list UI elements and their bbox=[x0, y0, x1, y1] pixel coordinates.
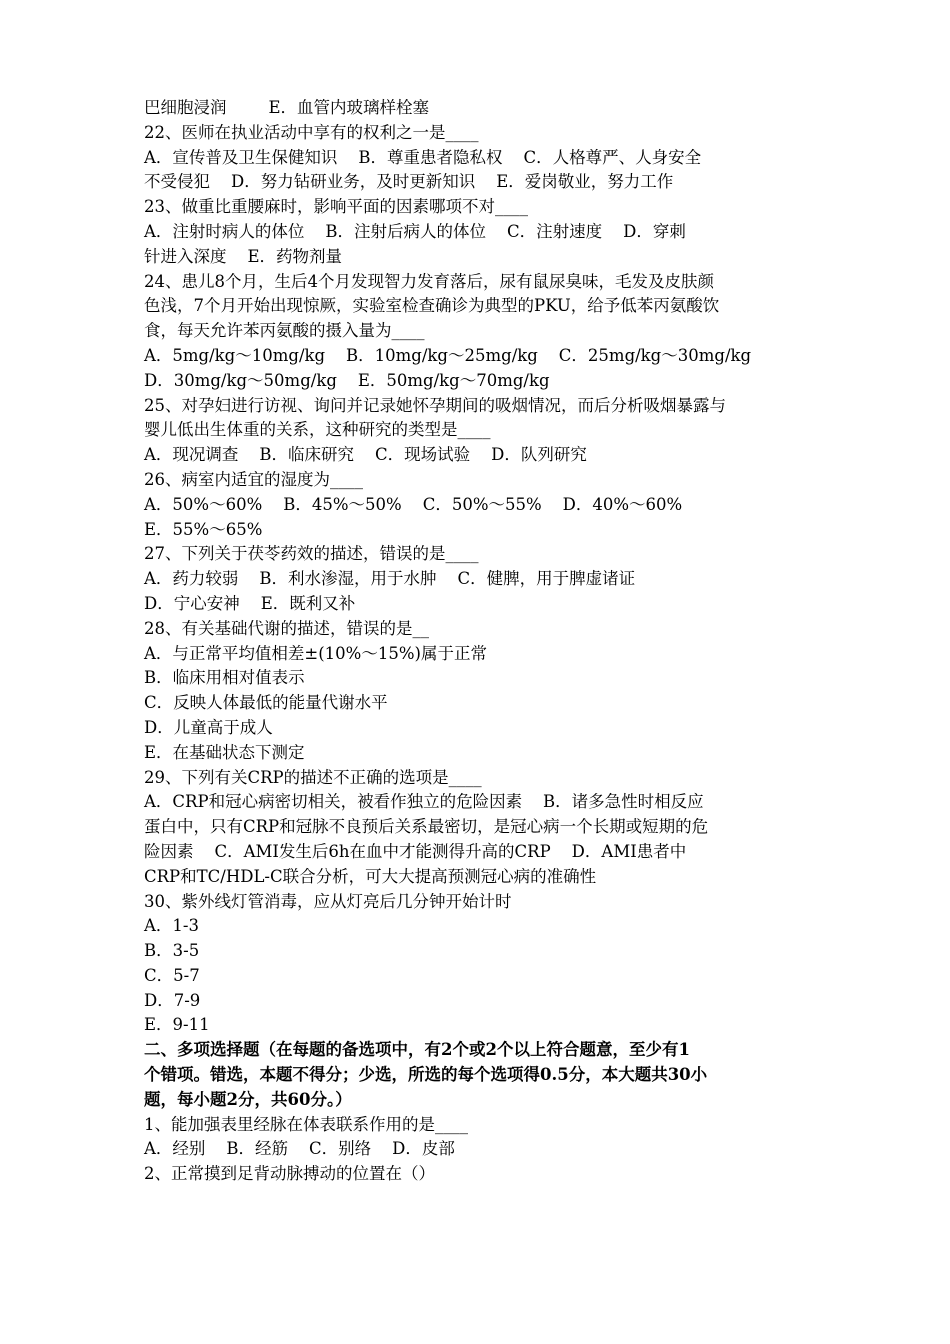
question-28-option: E．在基础状态下测定 bbox=[144, 742, 305, 762]
multi-question-1: 1、能加强表里经脉在体表联系作用的是____ bbox=[144, 1114, 468, 1134]
section-heading: 个错项。错选，本题不得分；少选，所选的每个选项得0.5分，本大题共30小 bbox=[144, 1065, 708, 1085]
question-28-option: D．儿童高于成人 bbox=[144, 717, 273, 737]
question-26: 26、病室内适宜的湿度为____ bbox=[144, 469, 363, 489]
question-29: 29、下列有关CRP的描述不正确的选项是____ bbox=[144, 767, 482, 787]
question-28-option: A．与正常平均值相差±(10%～15%)属于正常 bbox=[144, 643, 487, 663]
question-27-options: D．宁心安神 E．既利又补 bbox=[144, 593, 356, 613]
question-24: 食，每天允许苯丙氨酸的摄入量为____ bbox=[144, 321, 425, 341]
question-23-options: A．注射时病人的体位 B．注射后病人的体位 C．注射速度 D．穿刺 bbox=[144, 221, 686, 241]
question-28: 28、有关基础代谢的描述，错误的是__ bbox=[144, 618, 429, 638]
question-22: 22、医师在执业活动中享有的权利之一是____ bbox=[144, 122, 479, 142]
question-24-options: A．5mg/kg～10mg/kg B．10mg/kg～25mg/kg C．25mg/kg～30mg/kg bbox=[144, 345, 752, 365]
question-24: 色浅，7个月开始出现惊厥，实验室检查确诊为典型的PKU，给予低苯丙氨酸饮 bbox=[144, 296, 720, 316]
question-27-options: A．药力较弱 B．利水渗湿，用于水肿 C．健脾，用于脾虚诸证 bbox=[144, 569, 636, 589]
question-25-options: A．现况调查 B．临床研究 C．现场试验 D．队列研究 bbox=[144, 445, 587, 465]
multi-question-1-options: A．经别 B．经筋 C．别络 D．皮部 bbox=[144, 1139, 455, 1159]
document-body bbox=[144, 96, 816, 1187]
question-28-option: C．反映人体最低的能量代谢水平 bbox=[144, 693, 388, 713]
question-26-options: A．50%～60% B．45%～50% C．50%～55% D．40%～60% bbox=[144, 494, 683, 514]
question-24-options: D．30mg/kg～50mg/kg E．50mg/kg～70mg/kg bbox=[144, 370, 550, 390]
multi-question-2: 2、正常摸到足背动脉搏动的位置在（） bbox=[144, 1164, 435, 1184]
question-27: 27、下列关于茯苓药效的描述，错误的是____ bbox=[144, 544, 479, 564]
question-26-options: E．55%～65% bbox=[144, 519, 263, 539]
question-22-options: 不受侵犯 D．努力钻研业务，及时更新知识 E．爱岗敬业，努力工作 bbox=[144, 172, 674, 192]
question-30: 30、紫外线灯管消毒，应从灯亮后几分钟开始计时 bbox=[144, 891, 512, 911]
question-30-option: A．1-3 bbox=[144, 916, 199, 936]
question-25: 25、对孕妇进行访视、询问并记录她怀孕期间的吸烟情况，而后分析吸烟暴露与 bbox=[144, 395, 726, 415]
question-30-option: B．3-5 bbox=[144, 941, 200, 961]
question-23: 23、做重比重腰麻时，影响平面的因素哪项不对____ bbox=[144, 197, 528, 217]
question-24: 24、患儿8个月，生后4个月发现智力发育落后，尿有鼠尿臭味，毛发及皮肤颜 bbox=[144, 271, 714, 291]
question-22-options: A．宣传普及卫生保健知识 B．尊重患者隐私权 C．人格尊严、人身安全 bbox=[144, 147, 702, 167]
question-30-option: E．9-11 bbox=[144, 1015, 210, 1035]
question-29-options: A．CRP和冠心病密切相关，被看作独立的危险因素 B．诸多急性时相反应 bbox=[144, 792, 704, 812]
question-29-options: 蛋白中，只有CRP和冠脉不良预后关系最密切，是冠心病一个长期或短期的危 bbox=[144, 817, 709, 837]
question-30-option: C．5-7 bbox=[144, 965, 200, 985]
text-line: 巴细胞浸润 E．血管内玻璃样栓塞 bbox=[144, 98, 430, 117]
question-28-option: B．临床用相对值表示 bbox=[144, 668, 305, 688]
question-29-options: CRP和TC/HDL-C联合分析，可大大提高预测冠心病的准确性 bbox=[144, 866, 597, 886]
section-heading: 题，每小题2分，共60分。） bbox=[144, 1089, 352, 1109]
section-heading: 二、多项选择题（在每题的备选项中，有2个或2个以上符合题意，至少有1 bbox=[144, 1040, 690, 1060]
question-23-options: 针进入深度 E．药物剂量 bbox=[144, 246, 343, 266]
question-30-option: D．7-9 bbox=[144, 990, 201, 1010]
question-25: 婴儿低出生体重的关系，这种研究的类型是____ bbox=[144, 420, 491, 440]
question-29-options: 险因素 C．AMI发生后6h在血中才能测得升高的CRP D．AMI患者中 bbox=[144, 841, 687, 861]
